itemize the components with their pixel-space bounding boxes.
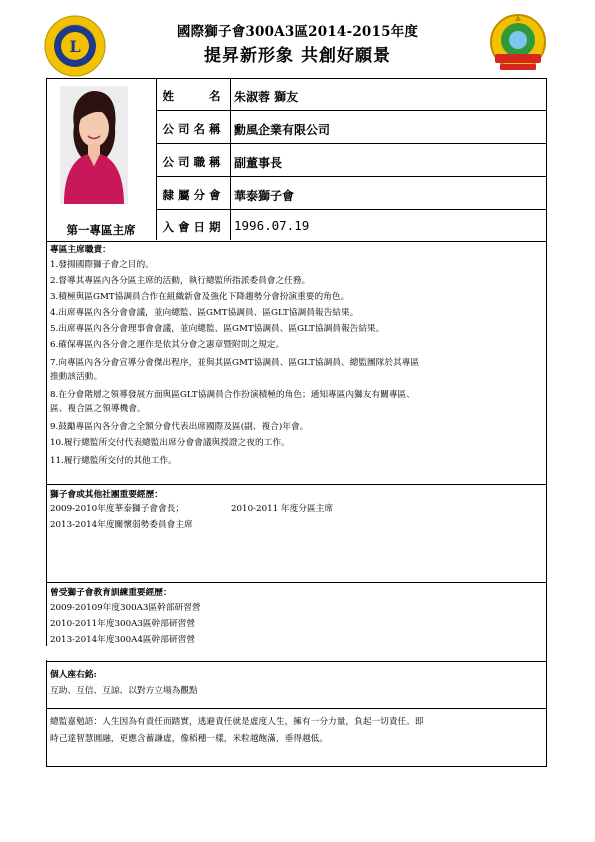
name-value: 朱淑蓉 獅友 [234,90,299,104]
duty-item: 1.發揚國際獅子會之目的。 [50,260,154,270]
role-title: 第一專區主席 [66,223,136,237]
experience-item: 2013-2014年度關懷弱勢委員會主席 [50,520,193,530]
duty-item-continued: 推動該活動。 [50,372,103,382]
position-label: 公司職稱 [162,155,225,169]
motto-text: 互助、互信、互諒、以對方立場為觀點 [50,686,198,696]
duty-item-continued: 區、複合區之領導機會。 [50,404,146,414]
club-label: 隸屬分會 [162,188,225,202]
governor-message-line1: 總監嘉勉語：人生因為有責任而踏實，逃避責任就是虛度人生，擁有一分力量，負起一切責任。即 [50,717,424,727]
club-value: 華泰獅子會 [234,189,295,203]
training-item: 2013-2014年度300A4區幹部研習營 [50,635,196,645]
row-divider [157,176,546,177]
svg-text:L: L [69,37,81,56]
row-divider [157,110,546,111]
company-value: 勳風企業有限公司 [234,123,331,137]
duty-item: 6.確保專區內各分會之運作是依其分會之憲章暨附則之規定。 [50,340,285,350]
duty-item: 2.督導其專區內各分區主席的活動，執行總監所指派委員會之任務。 [50,276,311,286]
row-divider [157,209,546,210]
join-date-label: 入會日期 [162,220,225,234]
duty-item: 10.履行總監所交付代表總監出席分會會議與授證之夜的工作。 [50,438,290,448]
company-label: 公司名稱 [162,122,225,136]
duty-item: 3.積極與區GMT協調員合作在組織新會及強化下降趨勢分會扮演重要的角色。 [50,292,350,302]
name-label: 姓 名 [162,89,225,103]
duty-item: 5.出席專區內各分會理事會會議，並向總監、區GMT協調員、區GLT協調員報告結果。 [50,324,385,334]
duty-item: 7.向專區內各分會宣導分會傑出程序，並與其區GMT協調員、區GLT協調員、總監團隊於其專區 [50,358,420,368]
duty-item: 9.鼓勵專區內各分會之全額分會代表出席國際及區(副、複合)年會。 [50,422,309,432]
duty-item: 11.履行總監所交付的其他工作。 [50,456,177,466]
duties-heading: 專區主席職責： [50,245,111,255]
page-title-year: 國際獅子會300A3區2014-2015年度 [176,24,419,40]
governor-message-line2: 時己達智慧圓融，更應含蓄謙虛，像稻穗一樣，米粒越飽滿，垂得越低。 [50,734,328,744]
training-item: 2009-20109年度300A3區幹部研習營 [50,603,201,613]
experience-heading: 獅子會或其他社團重要經歷： [50,490,163,500]
page-title-slogan: 提昇新形象 共創好願景 [204,46,391,66]
section-gap [46,646,546,660]
row-divider [157,143,546,144]
duty-item: 8.在分會階層之領導發展方面與區GLT協調員合作扮演積極的角色；通知專區內獅友有關專區、 [50,390,415,400]
join-date-value: 1996.07.19 [234,218,310,233]
experience-item: 2009-2010年度華泰獅子會會長； [50,504,185,514]
experience-item: 2010-2011 年度分區主席 [231,504,334,514]
duty-item: 4.出席專區內各分會會議，並向總監、區GMT協調員、區GLT協調員報告結果。 [50,308,359,318]
training-item: 2010-2011年度300A3區幹部研習營 [50,619,196,629]
motto-heading: 個人座右銘: [50,670,97,680]
profile-photo [60,86,128,204]
position-value: 副董事長 [234,156,283,170]
training-heading: 曾受獅子會教育訓練重要經歷： [50,588,172,598]
label-divider [230,78,231,240]
